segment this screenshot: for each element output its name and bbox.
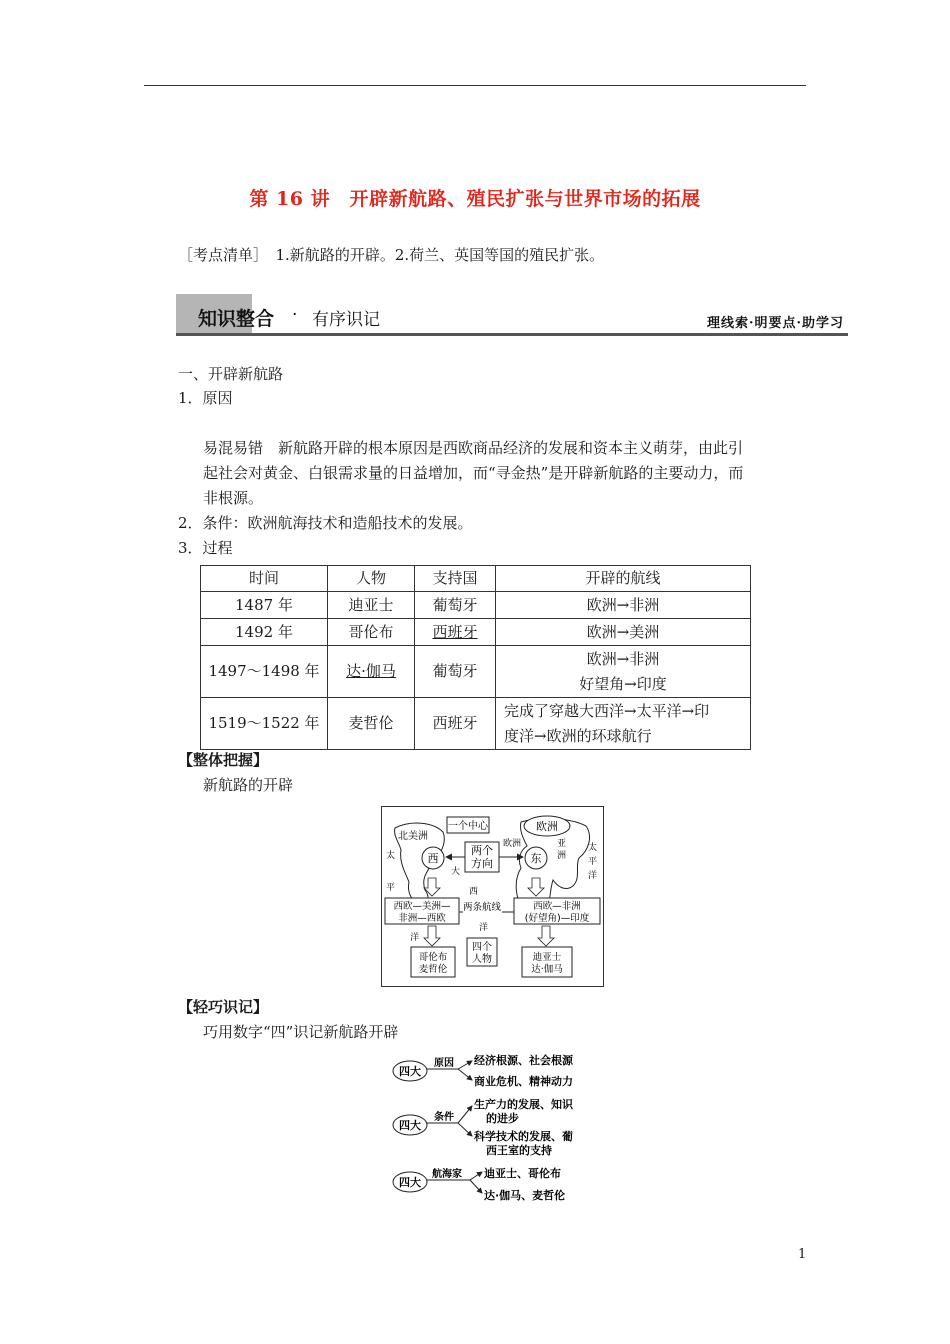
banner-dot: ·: [292, 305, 298, 325]
overview-heading: 【整体把握】: [178, 751, 269, 769]
table-cell: [496, 698, 751, 750]
diagram-label: 北美洲: [398, 831, 428, 842]
diagram-label: 欧洲: [503, 839, 522, 849]
diagram-label: 四大: [399, 1176, 421, 1189]
table-cell: [496, 646, 751, 698]
item-heading: 1．原因: [178, 389, 233, 407]
table-row: [201, 619, 751, 646]
diagram-label: 人物: [472, 954, 492, 965]
diagram-label: 的进步: [486, 1112, 519, 1125]
diagram-label: 原因: [434, 1058, 454, 1069]
diagram-label: 平: [386, 883, 396, 893]
section-heading: 一、开辟新航路: [178, 365, 284, 383]
diagram-label: 西欧—非洲: [533, 901, 581, 912]
table-cell: 迪亚士: [328, 592, 415, 619]
banner-title: 知识整合: [198, 308, 275, 330]
diagram-label: 麦哲伦: [418, 964, 448, 975]
table-row: [201, 592, 751, 619]
section-banner: [176, 294, 848, 336]
banner-tagline: 理线索·明要点·助学习: [706, 316, 844, 331]
diagram-label: 洲: [557, 851, 567, 861]
table-cell-line: 完成了穿越大西洋→太平洋→印: [504, 701, 710, 720]
new-routes-diagram: [381, 806, 604, 987]
table-cell: 葡萄牙: [415, 592, 496, 619]
page-number: 1: [798, 1247, 807, 1262]
table-cell: 达·伽马: [328, 646, 415, 698]
table-cell: 哥伦布: [328, 619, 415, 646]
diagram-label: 亚: [557, 839, 567, 849]
table-cell-line: 度洋→欧洲的环球航行: [504, 726, 652, 745]
diagram-label: 四大: [399, 1065, 421, 1078]
diagram-label: 科学技术的发展、葡: [474, 1130, 573, 1143]
diagram-label: 四大: [399, 1119, 421, 1132]
diagram-label: 洋: [410, 933, 420, 943]
diagram-label: 航海家: [432, 1169, 462, 1180]
paragraph-line: 非根源。: [203, 489, 264, 507]
diagram-label: 大: [451, 867, 461, 877]
diagram-label: 达·伽马、麦哲伦: [484, 1189, 566, 1202]
diagram-label: 条件: [434, 1112, 454, 1123]
table-header-cell: 人物: [328, 566, 415, 592]
table-row: [201, 646, 751, 698]
table-cell: 1492 年: [201, 619, 328, 646]
table-cell: 西班牙: [415, 619, 496, 646]
overview-subtitle: 新航路的开辟: [203, 776, 294, 794]
diagram-label: 商业危机、精神动力: [474, 1075, 573, 1088]
diagram-label: 两条航线: [462, 902, 502, 913]
page-title: 第 16 讲 开辟新航路、殖民扩张与世界市场的拓展: [249, 188, 701, 210]
process-table: [200, 565, 751, 750]
item-heading: 2．条件：欧洲航海技术和造船技术的发展。: [178, 514, 473, 532]
diagram-label: (好望角)—印度: [524, 913, 590, 924]
diagram-label: 哥伦布: [418, 952, 448, 963]
table-header-row: [201, 566, 751, 592]
table-cell: 1497～1498 年: [201, 646, 328, 698]
diagram-label: 西欧—美洲—: [393, 901, 451, 912]
diagram-label: 迪亚士、哥伦布: [484, 1167, 561, 1180]
diagram-label: 迪亚士: [532, 952, 562, 963]
diagram-label: 四个: [472, 942, 492, 953]
memory-subtitle: 巧用数字“四”识记新航路开辟: [203, 1023, 399, 1041]
exam-points: ［考点清单］ 1.新航路的开辟。2.荷兰、英国等国的殖民扩张。: [178, 246, 605, 264]
table-header-cell: 开辟的航线: [496, 566, 751, 592]
table-cell-line: 好望角→印度: [579, 674, 667, 693]
table-cell-line: 欧洲→非洲: [586, 649, 660, 668]
diagram-label: 一个中心: [448, 821, 488, 832]
diagram-label: 东: [530, 852, 542, 865]
diagram-label: 洋: [588, 871, 598, 881]
diagram-label: 西王室的支持: [486, 1144, 552, 1157]
diagram-label: 两个: [471, 844, 493, 857]
table-cell: 1487 年: [201, 592, 328, 619]
paragraph-line: 易混易错 新航路开辟的根本原因是西欧商品经济的发展和资本主义萌芽，由此引: [203, 439, 744, 457]
diagram-label: 太: [386, 851, 396, 861]
diagram-label: 欧洲: [536, 820, 558, 833]
diagram-label: 西: [427, 852, 439, 865]
table-cell: 麦哲伦: [328, 698, 415, 750]
diagram-label: 平: [588, 857, 598, 867]
diagram-label: 非洲—西欧: [398, 913, 446, 924]
diagram-label: 经济根源、社会根源: [474, 1054, 573, 1067]
diagram-label: 洋: [479, 923, 489, 933]
table-cell: 欧洲→非洲: [496, 592, 751, 619]
diagram-label: 方向: [471, 857, 493, 870]
diagram-label: 西: [469, 887, 479, 897]
table-row: [201, 698, 751, 750]
table-cell: 欧洲→美洲: [496, 619, 751, 646]
table-cell: 西班牙: [415, 698, 496, 750]
mnemonic-diagram: [390, 1048, 610, 1206]
diagram-label: 生产力的发展、知识: [474, 1098, 573, 1111]
memory-heading: 【轻巧识记】: [178, 998, 269, 1016]
banner-rule: [176, 333, 848, 336]
table-header-cell: 时间: [201, 566, 328, 592]
table-header-cell: 支持国: [415, 566, 496, 592]
table-cell: 1519～1522 年: [201, 698, 328, 750]
item-heading: 3．过程: [178, 539, 233, 557]
paragraph-line: 起社会对黄金、白银需求量的日益增加，而“寻金热”是开辟新航路的主要动力，而: [203, 464, 744, 482]
table-cell: 葡萄牙: [415, 646, 496, 698]
diagram-label: 达·伽马: [531, 964, 563, 975]
diagram-label: 太: [588, 843, 598, 853]
header-rule: [144, 85, 806, 86]
banner-subtitle: 有序识记: [312, 310, 380, 330]
